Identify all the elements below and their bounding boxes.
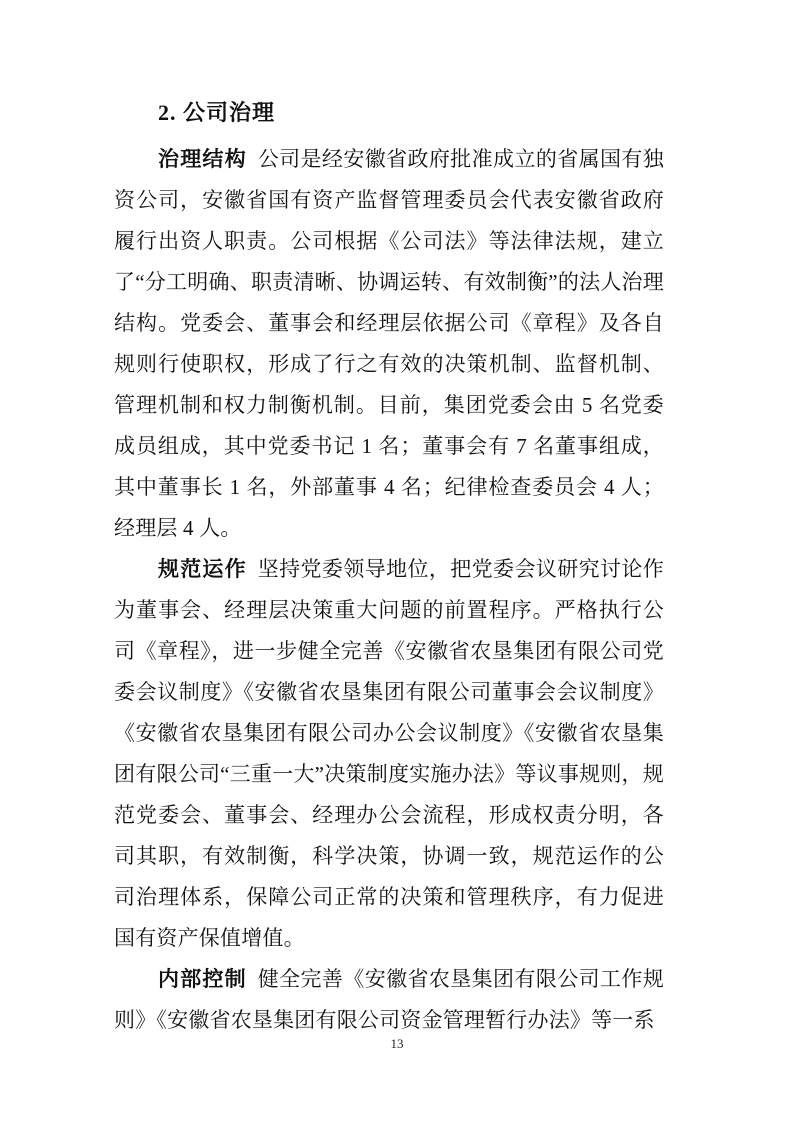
paragraph-standard-operation bbox=[114, 549, 664, 959]
paragraph-text: 坚持党委领导地位，把党委会议研究讨论作为董事会、经理层决策重大问题的前置程序。严格执行公司《章程》，进一步健全完善《安徽省农垦集团有限公司党委会议制度》《安徽省农垦集团有限公司董事会会议制度》《安徽省农垦集团有限公司办公会议制度》《安徽省农垦集团有限公司“三重一大”决策制度实施办法》等议事规则，规范党委会、董事会、经理办公会流程，形成权责分明，各司其职，有效制衡，科学决策，协调一致，规范运作的公司治理体系，保障公司正常的决策和管理秩序，有力促进国有资产保值增值。 bbox=[114, 557, 664, 950]
paragraph-lead: 治理结构 bbox=[158, 147, 247, 171]
document-content bbox=[114, 92, 664, 1041]
paragraph-internal-control bbox=[114, 959, 664, 1041]
paragraph-lead: 规范运作 bbox=[158, 557, 247, 581]
page-number: 13 bbox=[390, 1036, 404, 1051]
paragraph-governance-structure bbox=[114, 139, 664, 549]
paragraph-lead: 内部控制 bbox=[158, 967, 247, 991]
paragraph-text: 健全完善《安徽省农垦集团有限公司工作规则》《安徽省农垦集团有限公司资金管理暂行办法》等一系 bbox=[114, 967, 664, 1032]
paragraph-text: 公司是经安徽省政府批准成立的省属国有独资公司，安徽省国有资产监督管理委员会代表安徽省政府履行出资人职责。公司根据《公司法》等法律法规，建立了“分工明确、职责清晰、协调运转、有效制衡”的法人治理结构。党委会、董事会和经理层依据公司《章程》及各自规则行使职权，形成了行之有效的决策机制、监督机制、管理机制和权力制衡机制。目前，集团党委会由 5 名党委成员组成，其中党委书记 1 名；董事会有 7 名董事组成，其中董事长 1 名，外部董事 4 名；纪律检查委员会 4 人；经理层 4 人。 bbox=[114, 147, 664, 540]
section-heading: 2. 公司治理 bbox=[158, 100, 276, 125]
